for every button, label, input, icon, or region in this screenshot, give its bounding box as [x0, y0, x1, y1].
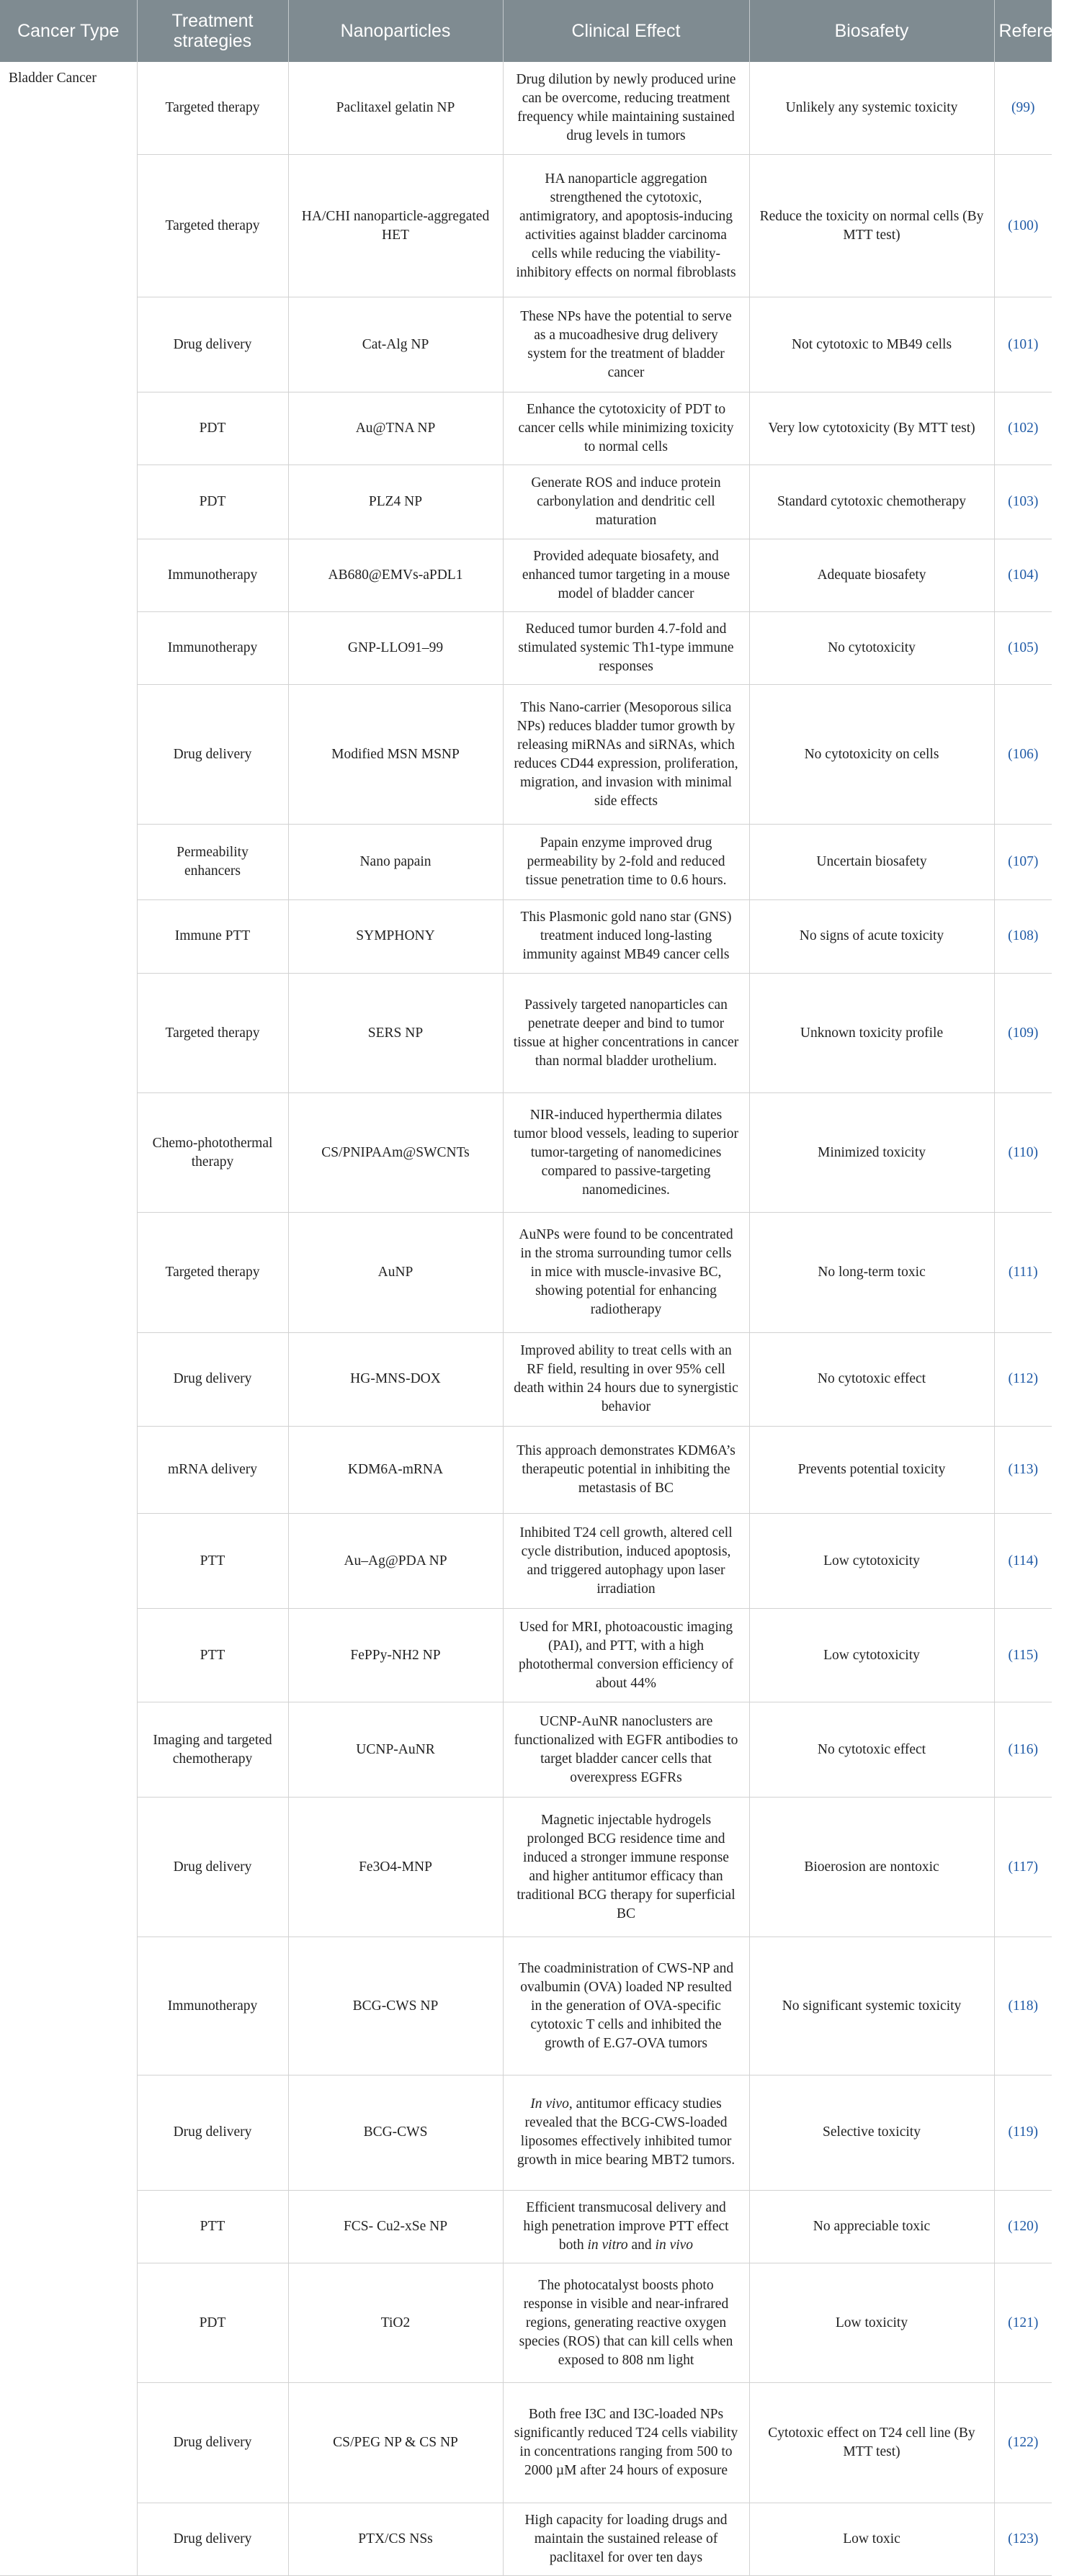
header-reference: Reference	[994, 0, 1052, 62]
table-row	[0, 825, 1052, 899]
table-row	[0, 685, 1052, 825]
table-row	[0, 539, 1052, 611]
cell-nanoparticle: AuNP	[288, 1213, 503, 1332]
cell-clinical-effect: The photocatalyst boosts photo response in visible and near-infrared regions, generating reactive oxygen species (ROS) that can kill cells when exposed to 808 nm light	[503, 2263, 749, 2383]
cell-reference-link[interactable]: (123)	[994, 2503, 1052, 2575]
cell-nanoparticle: UCNP-AuNR	[288, 1702, 503, 1798]
cell-biosafety: Uncertain biosafety	[749, 825, 994, 899]
table-row	[0, 1937, 1052, 2075]
table-row	[0, 2190, 1052, 2263]
cell-strategy: Drug delivery	[137, 1332, 288, 1426]
cell-biosafety: Bioerosion are nontoxic	[749, 1798, 994, 1937]
cell-strategy: mRNA delivery	[137, 1426, 288, 1513]
header-cancer-type: Cancer Type	[0, 0, 137, 62]
cell-clinical-effect: Inhibited T24 cell growth, altered cell cycle distribution, induced apoptosis, and triggered autophagy upon laser irradiation	[503, 1514, 749, 1609]
header-biosafety: Biosafety	[749, 0, 994, 62]
cell-clinical-effect: Enhance the cytotoxicity of PDT to cancer cells while minimizing toxicity to normal cells	[503, 392, 749, 465]
table-body	[0, 62, 1052, 2576]
cell-strategy: Drug delivery	[137, 297, 288, 392]
cell-reference-link[interactable]: (118)	[994, 1937, 1052, 2075]
cell-reference-link[interactable]: (122)	[994, 2383, 1052, 2503]
cell-reference-link[interactable]: (120)	[994, 2190, 1052, 2263]
cell-clinical-effect: This approach demonstrates KDM6A’s therapeutic potential in inhibiting the metastasis of BC	[503, 1426, 749, 1513]
cell-biosafety: Selective toxicity	[749, 2075, 994, 2191]
cell-clinical-effect: Both free I3C and I3C-loaded NPs significantly reduced T24 cells viability in concentrations ranging from 500 to 2000 µM after 24 hours of exposure	[503, 2383, 749, 2503]
cell-biosafety: No cytotoxic effect	[749, 1702, 994, 1798]
cell-strategy: Drug delivery	[137, 685, 288, 825]
cell-clinical-effect: Drug dilution by newly produced urine can be overcome, reducing treatment frequency while maintaining sustained drug levels in tumors	[503, 62, 749, 154]
cell-clinical-effect: HA nanoparticle aggregation strengthened the cytotoxic, antimigratory, and apoptosis-inducing activities against bladder carcinoma cells while reducing the viability-inhibitory effects on normal fibroblasts	[503, 154, 749, 297]
cell-reference-link[interactable]: (112)	[994, 1332, 1052, 1426]
table-row	[0, 1798, 1052, 1937]
cell-biosafety: Very low cytotoxicity (By MTT test)	[749, 392, 994, 465]
cell-reference-link[interactable]: (105)	[994, 612, 1052, 685]
cell-reference-link[interactable]: (115)	[994, 1609, 1052, 1702]
cell-clinical-effect	[503, 2190, 749, 2263]
cell-strategy: Targeted therapy	[137, 154, 288, 297]
cell-strategy: Targeted therapy	[137, 973, 288, 1092]
cell-biosafety: Not cytotoxic to MB49 cells	[749, 297, 994, 392]
cell-reference-link[interactable]: (119)	[994, 2075, 1052, 2191]
header-treatment-strategies: Treatment strategies	[137, 0, 288, 62]
cell-strategy: Immunotherapy	[137, 539, 288, 611]
cell-reference-link[interactable]: (116)	[994, 1702, 1052, 1798]
italic-text: in vivo	[655, 2238, 694, 2253]
cell-cancer-type: Bladder Cancer	[0, 62, 137, 2576]
cell-clinical-effect	[503, 2075, 749, 2191]
cell-reference-link[interactable]: (104)	[994, 539, 1052, 611]
cell-nanoparticle: AB680@EMVs-aPDL1	[288, 539, 503, 611]
cell-strategy: Drug delivery	[137, 2503, 288, 2575]
cell-reference-link[interactable]: (101)	[994, 297, 1052, 392]
cell-nanoparticle: BCG-CWS NP	[288, 1937, 503, 2075]
cell-biosafety: Cytotoxic effect on T24 cell line (By MTT test)	[749, 2383, 994, 2503]
cell-biosafety: Low cytotoxicity	[749, 1514, 994, 1609]
cell-biosafety: No cytotoxicity on cells	[749, 685, 994, 825]
table-row	[0, 392, 1052, 465]
table-row	[0, 973, 1052, 1092]
cell-strategy: Drug delivery	[137, 2383, 288, 2503]
cell-strategy: Targeted therapy	[137, 62, 288, 154]
cell-nanoparticle: TiO2	[288, 2263, 503, 2383]
cell-clinical-effect: This Plasmonic gold nano star (GNS) treatment induced long-lasting immunity against MB49 cancer cells	[503, 899, 749, 973]
cell-biosafety: Minimized toxicity	[749, 1093, 994, 1213]
cell-nanoparticle: Nano papain	[288, 825, 503, 899]
table-row	[0, 2263, 1052, 2383]
cell-nanoparticle: FePPy-NH2 NP	[288, 1609, 503, 1702]
cell-reference-link[interactable]: (108)	[994, 899, 1052, 973]
cell-reference-link[interactable]: (100)	[994, 154, 1052, 297]
cell-strategy: PTT	[137, 2190, 288, 2263]
table-row	[0, 2503, 1052, 2575]
cell-reference-link[interactable]: (109)	[994, 973, 1052, 1092]
cell-biosafety: Low toxicity	[749, 2263, 994, 2383]
effect-text: , antitumor efficacy studies revealed that the BCG-CWS-loaded liposomes effectively inhibited tumor growth in mice bearing MBT2 tumors.	[517, 2096, 736, 2168]
cell-reference-link[interactable]: (117)	[994, 1798, 1052, 1937]
cell-nanoparticle: FCS- Cu2-xSe NP	[288, 2190, 503, 2263]
cell-strategy: PDT	[137, 2263, 288, 2383]
cell-reference-link[interactable]: (107)	[994, 825, 1052, 899]
cell-clinical-effect: The coadministration of CWS-NP and ovalbumin (OVA) loaded NP resulted in the generation of OVA-specific cytotoxic T cells and inhibited the growth of E.G7-OVA tumors	[503, 1937, 749, 2075]
cell-clinical-effect: Passively targeted nanoparticles can penetrate deeper and bind to tumor tissue at higher concentrations in cancer than normal bladder urothelium.	[503, 973, 749, 1092]
cell-nanoparticle: CS/PEG NP & CS NP	[288, 2383, 503, 2503]
table-row	[0, 154, 1052, 297]
table-row	[0, 1702, 1052, 1798]
cell-nanoparticle: SYMPHONY	[288, 899, 503, 973]
table-row	[0, 62, 1052, 154]
cell-nanoparticle: HA/CHI nanoparticle-aggregated HET	[288, 154, 503, 297]
cell-strategy: PTT	[137, 1609, 288, 1702]
cell-biosafety: No long-term toxic	[749, 1213, 994, 1332]
cell-nanoparticle: BCG-CWS	[288, 2075, 503, 2191]
cell-clinical-effect: This Nano-carrier (Mesoporous silica NPs) reduces bladder tumor growth by releasing miRNAs and siRNAs, which reduces CD44 expression, proliferation, migration, and invasion with minimal side effects	[503, 685, 749, 825]
italic-text: in vitro	[587, 2238, 628, 2253]
cell-reference-link[interactable]: (110)	[994, 1093, 1052, 1213]
cell-clinical-effect: Used for MRI, photoacoustic imaging (PAI), and PTT, with a high photothermal conversion efficiency of about 44%	[503, 1609, 749, 1702]
cell-strategy: Immune PTT	[137, 899, 288, 973]
cell-clinical-effect: Generate ROS and induce protein carbonylation and dendritic cell maturation	[503, 465, 749, 539]
cell-biosafety: Low cytotoxicity	[749, 1609, 994, 1702]
cell-clinical-effect: AuNPs were found to be concentrated in the stroma surrounding tumor cells in mice with muscle-invasive BC, showing potential for enhancing radiotherapy	[503, 1213, 749, 1332]
cell-nanoparticle: GNP-LLO91–99	[288, 612, 503, 685]
table-row	[0, 899, 1052, 973]
cell-strategy: Chemo-photothermal therapy	[137, 1093, 288, 1213]
cell-reference-link[interactable]: (99)	[994, 62, 1052, 154]
cell-biosafety: No significant systemic toxicity	[749, 1937, 994, 2075]
cell-nanoparticle: PTX/CS NSs	[288, 2503, 503, 2575]
cell-biosafety: Unlikely any systemic toxicity	[749, 62, 994, 154]
cell-biosafety: Low toxic	[749, 2503, 994, 2575]
cell-biosafety: No cytotoxic effect	[749, 1332, 994, 1426]
cell-nanoparticle: Au@TNA NP	[288, 392, 503, 465]
cell-reference-link[interactable]: (114)	[994, 1514, 1052, 1609]
cell-clinical-effect: UCNP-AuNR nanoclusters are functionalized with EGFR antibodies to target bladder cancer cells that overexpress EGFRs	[503, 1702, 749, 1798]
table-row	[0, 2383, 1052, 2503]
cell-clinical-effect: These NPs have the potential to serve as a mucoadhesive drug delivery system for the treatment of bladder cancer	[503, 297, 749, 392]
cell-biosafety: Unknown toxicity profile	[749, 973, 994, 1092]
cell-nanoparticle: Fe3O4-MNP	[288, 1798, 503, 1937]
cell-reference-link[interactable]: (121)	[994, 2263, 1052, 2383]
effect-text: Efficient transmucosal delivery and high penetration improve PTT effect both	[523, 2200, 729, 2253]
table-row	[0, 465, 1052, 539]
cell-strategy: Immunotherapy	[137, 1937, 288, 2075]
cell-reference-link[interactable]: (103)	[994, 465, 1052, 539]
cell-nanoparticle: HG-MNS-DOX	[288, 1332, 503, 1426]
cell-biosafety: Prevents potential toxicity	[749, 1426, 994, 1513]
cell-strategy: Drug delivery	[137, 1798, 288, 1937]
cell-nanoparticle: CS/PNIPAAm@SWCNTs	[288, 1093, 503, 1213]
cell-reference-link[interactable]: (113)	[994, 1426, 1052, 1513]
cell-strategy: PDT	[137, 392, 288, 465]
cell-biosafety: No cytotoxicity	[749, 612, 994, 685]
cell-nanoparticle: Au–Ag@PDA NP	[288, 1514, 503, 1609]
cell-reference-link[interactable]: (111)	[994, 1213, 1052, 1332]
cell-biosafety: Reduce the toxicity on normal cells (By MTT test)	[749, 154, 994, 297]
table-row	[0, 1609, 1052, 1702]
italic-text: In vivo	[530, 2096, 569, 2112]
table-row	[0, 1093, 1052, 1213]
cell-nanoparticle: Cat-Alg NP	[288, 297, 503, 392]
cell-nanoparticle: KDM6A-mRNA	[288, 1426, 503, 1513]
table-row	[0, 1514, 1052, 1609]
cell-clinical-effect: Papain enzyme improved drug permeability by 2-fold and reduced tissue penetration time to 0.6 hours.	[503, 825, 749, 899]
cell-reference-link[interactable]: (106)	[994, 685, 1052, 825]
cell-nanoparticle: Paclitaxel gelatin NP	[288, 62, 503, 154]
cell-nanoparticle: PLZ4 NP	[288, 465, 503, 539]
table-header	[0, 0, 1082, 62]
cell-clinical-effect: NIR-induced hyperthermia dilates tumor blood vessels, leading to superior tumor-targeting of nanomedicines compared to passive-targeting nanomedicines.	[503, 1093, 749, 1213]
cell-biosafety: No appreciable toxic	[749, 2190, 994, 2263]
cell-biosafety: No signs of acute toxicity	[749, 899, 994, 973]
table-row	[0, 1213, 1052, 1332]
header-row	[0, 0, 1052, 62]
cell-strategy: Imaging and targeted chemotherapy	[137, 1702, 288, 1798]
cell-clinical-effect: Improved ability to treat cells with an RF field, resulting in over 95% cell death within 24 hours due to synergistic behavior	[503, 1332, 749, 1426]
cell-strategy: Permeability enhancers	[137, 825, 288, 899]
cell-biosafety: Adequate biosafety	[749, 539, 994, 611]
cell-strategy: Targeted therapy	[137, 1213, 288, 1332]
cell-strategy: Drug delivery	[137, 2075, 288, 2191]
table-row	[0, 612, 1052, 685]
table-row	[0, 1426, 1052, 1513]
cell-reference-link[interactable]: (102)	[994, 392, 1052, 465]
cell-strategy: Immunotherapy	[137, 612, 288, 685]
cell-biosafety: Standard cytotoxic chemotherapy	[749, 465, 994, 539]
header-clinical-effect: Clinical Effect	[503, 0, 749, 62]
cell-nanoparticle: Modified MSN MSNP	[288, 685, 503, 825]
cell-nanoparticle: SERS NP	[288, 973, 503, 1092]
table-row	[0, 2075, 1052, 2191]
cell-strategy: PTT	[137, 1514, 288, 1609]
cell-strategy: PDT	[137, 465, 288, 539]
table-row	[0, 1332, 1052, 1426]
header-nanoparticles: Nanoparticles	[288, 0, 503, 62]
table-row	[0, 297, 1052, 392]
cell-clinical-effect: Magnetic injectable hydrogels prolonged BCG residence time and induced a stronger immune response and higher antitumor efficacy than traditional BCG therapy for superficial BC	[503, 1798, 749, 1937]
cell-clinical-effect: High capacity for loading drugs and maintain the sustained release of paclitaxel for over ten days	[503, 2503, 749, 2575]
cell-clinical-effect: Reduced tumor burden 4.7-fold and stimulated systemic Th1-type immune responses	[503, 612, 749, 685]
cell-clinical-effect: Provided adequate biosafety, and enhanced tumor targeting in a mouse model of bladder cancer	[503, 539, 749, 611]
effect-text-mid: and	[627, 2238, 656, 2253]
